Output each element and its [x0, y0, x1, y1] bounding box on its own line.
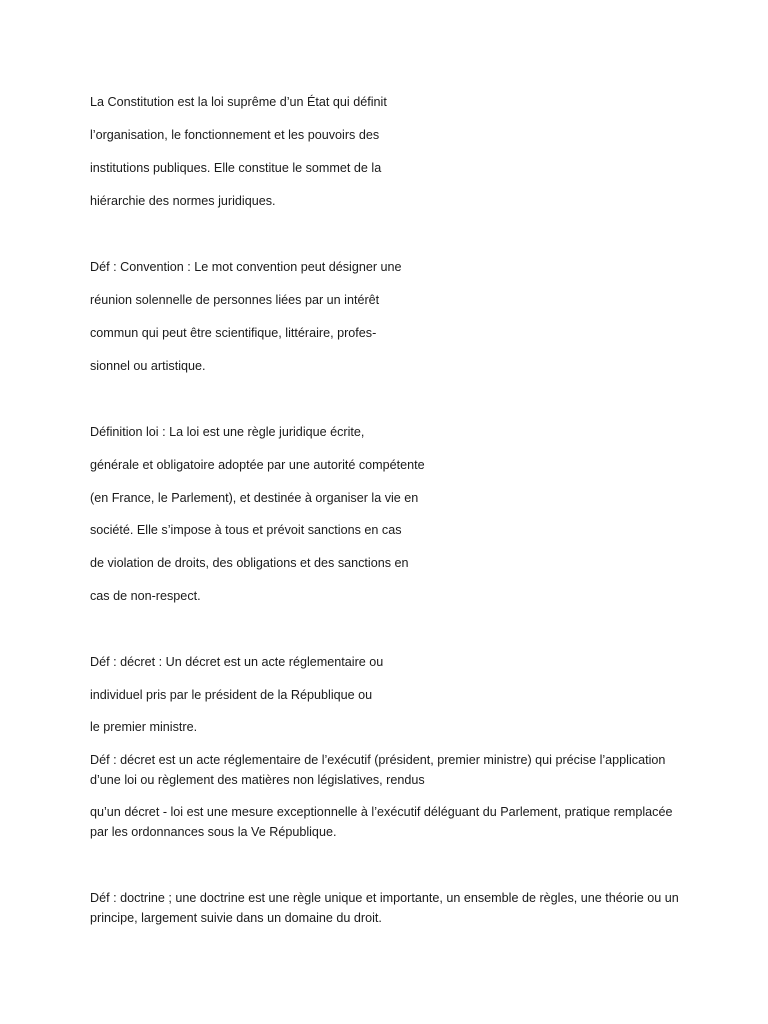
text-line: Définition loi : La loi est une règle juridique écrite, — [90, 425, 365, 439]
text-line: sionnel ou artistique. — [90, 359, 206, 373]
text-line: de violation de droits, des obligations et des sanctions en — [90, 556, 409, 570]
text-line: individuel pris par le président de la République ou — [90, 688, 373, 702]
text-line: générale et obligatoire adoptée par une autorité compétente — [90, 458, 425, 472]
text-block: qu’un décret - loi est une mesure exceptionnelle à l’exécutif déléguant du Parlement, pratique remplacée par les ordonnances sous la Ve République. — [90, 805, 673, 839]
text-block: Déf : doctrine ; une doctrine est une règle unique et importante, un ensemble de règles, une théorie ou un principe, largement suivie dans un domaine du droit. — [90, 891, 679, 925]
text-line: hiérarchie des normes juridiques. — [90, 194, 276, 208]
text-line: Déf : décret : Un décret est un acte réglementaire ou — [90, 655, 384, 669]
text-line: cas de non-respect. — [90, 589, 201, 603]
text-line: La Constitution est la loi suprême d’un État qui définit — [90, 95, 387, 109]
text-line: commun qui peut être scientifique, littéraire, profes- — [90, 326, 377, 340]
text-line: société. Elle s’impose à tous et prévoit sanctions en cas — [90, 523, 402, 537]
text-line: l’organisation, le fonctionnement et les pouvoirs des — [90, 128, 380, 142]
text-block: Déf : décret est un acte réglementaire de l’exécutif (président, premier ministre) qui précise l’application d’une loi ou règlement des matières non législatives, rendus — [90, 753, 666, 787]
text-line: le premier ministre. — [90, 720, 198, 734]
text-line: réunion solennelle de personnes liées par un intérêt — [90, 293, 380, 307]
text-line: institutions publiques. Elle constitue le sommet de la — [90, 161, 382, 175]
text-line: Déf : Convention : Le mot convention peut désigner une — [90, 260, 402, 274]
text-line: (en France, le Parlement), et destinée à organiser la vie en — [90, 491, 419, 505]
